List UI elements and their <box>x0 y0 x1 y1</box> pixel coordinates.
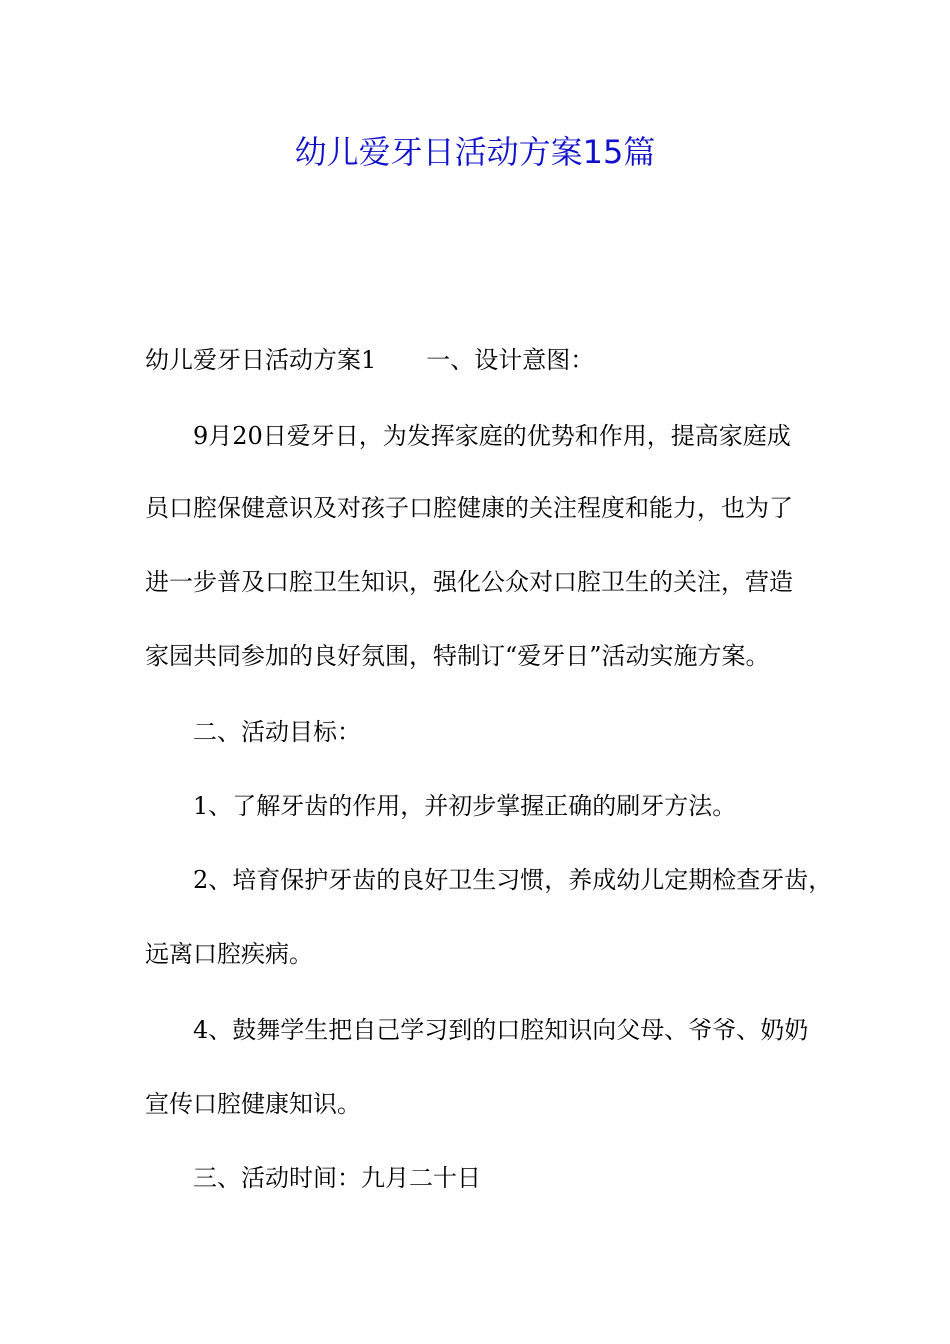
paragraph-line: 家园共同参加的良好氛围，特制订“爱牙日”活动实施方案。 <box>145 642 770 670</box>
section-heading-time: 三、活动时间：九月二十日 <box>193 1164 481 1192</box>
goal-item: 2、培育保护牙齿的良好卫生习惯，养成幼儿定期检查牙齿， <box>193 866 833 894</box>
plan-heading: 幼儿爱牙日活动方案1 <box>145 346 377 374</box>
goal-item: 1、了解牙齿的作用，并初步掌握正确的刷牙方法。 <box>193 792 737 820</box>
goal-item-continuation: 远离口腔疾病。 <box>145 940 313 968</box>
section-heading-design: 一、设计意图： <box>426 346 595 374</box>
heading-line <box>145 342 594 378</box>
paragraph-line: 9月20日爱牙日，为发挥家庭的优势和作用，提高家庭成 <box>193 422 791 450</box>
document-title: 幼儿爱牙日活动方案15篇 <box>294 133 656 171</box>
section-heading-goals: 二、活动目标： <box>193 718 361 746</box>
goal-item-continuation: 宣传口腔健康知识。 <box>145 1090 361 1118</box>
paragraph-line: 员口腔保健意识及对孩子口腔健康的关注程度和能力，也为了 <box>145 494 793 522</box>
paragraph-line: 进一步普及口腔卫生知识，强化公众对口腔卫生的关注，营造 <box>145 568 793 596</box>
goal-item: 4、鼓舞学生把自己学习到的口腔知识向父母、爷爷、奶奶 <box>193 1016 809 1044</box>
